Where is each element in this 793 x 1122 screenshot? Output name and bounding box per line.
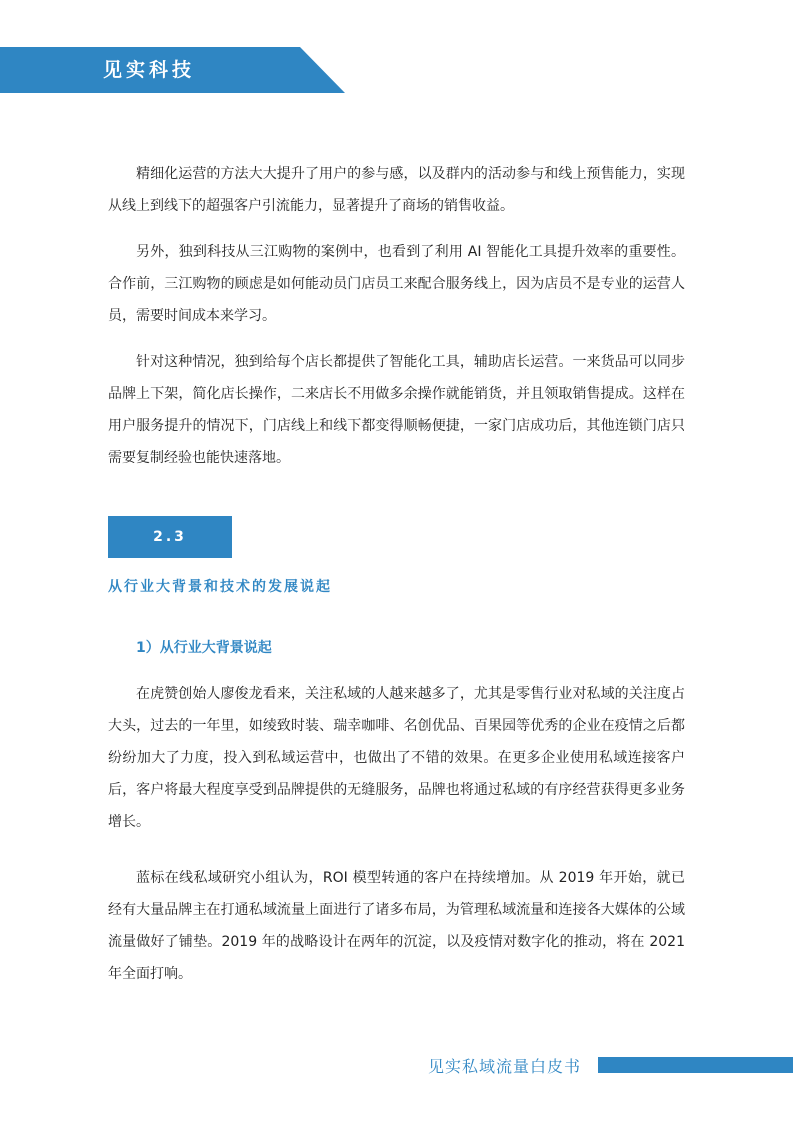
body-paragraph-3: 针对这种情况，独到给每个店长都提供了智能化工具，辅助店长运营。一来货品可以同步品牌上下架，简化店长操作，二来店长不用做多余操作就能销货，并且领取销售提成。这样在用户服务提升的情况下，门店线上和线下都变得顺畅便捷，一家门店成功后，其他连锁门店只需要复制经验也能快速落地。: [108, 354, 685, 466]
header-title: 见实科技: [103, 59, 196, 81]
section-number: 2.3: [153, 529, 187, 545]
body-paragraph-1: 精细化运营的方法大大提升了用户的参与感，以及群内的活动参与和线上预售能力，实现从线上到线下的超强客户引流能力，显著提升了商场的销售收益。: [108, 166, 685, 214]
section-paragraph-1: 在虎赞创始人廖俊龙看来，关注私域的人越来越多了，尤其是零售行业对私域的关注度占大头，过去的一年里，如绫致时装、瑞幸咖啡、名创优品、百果园等优秀的企业在疫情之后都纷纷加大了力度，投入到私域运营中，也做出了不错的效果。在更多企业使用私域连接客户后，客户将最大程度享受到品牌提供的无缝服务，品牌也将通过私域的有序经营获得更多业务增长。: [108, 686, 685, 830]
sub-heading: 1）从行业大背景说起: [136, 640, 272, 656]
body-paragraph-2: 另外，独到科技从三江购物的案例中，也看到了利用 AI 智能化工具提升效率的重要性。合作前，三江购物的顾虑是如何能动员门店员工来配合服务线上，因为店员不是专业的运营人员，需要时间成本来学习。: [108, 244, 685, 324]
footer-bar: [598, 1057, 793, 1073]
footer-title: 见实私域流量白皮书: [428, 1057, 582, 1076]
section-paragraph-2: 蓝标在线私域研究小组认为，ROI 模型转通的客户在持续增加。从 2019 年开始，就已经有大量品牌主在打通私域流量上面进行了诸多布局，为管理私域流量和连接各大媒体的公域流量做好了铺垫。2019 年的战略设计在两年的沉淀，以及疫情对数字化的推动，将在 2021 年全面打响。: [108, 870, 685, 982]
section-title: 从行业大背景和技术的发展说起: [108, 579, 332, 595]
